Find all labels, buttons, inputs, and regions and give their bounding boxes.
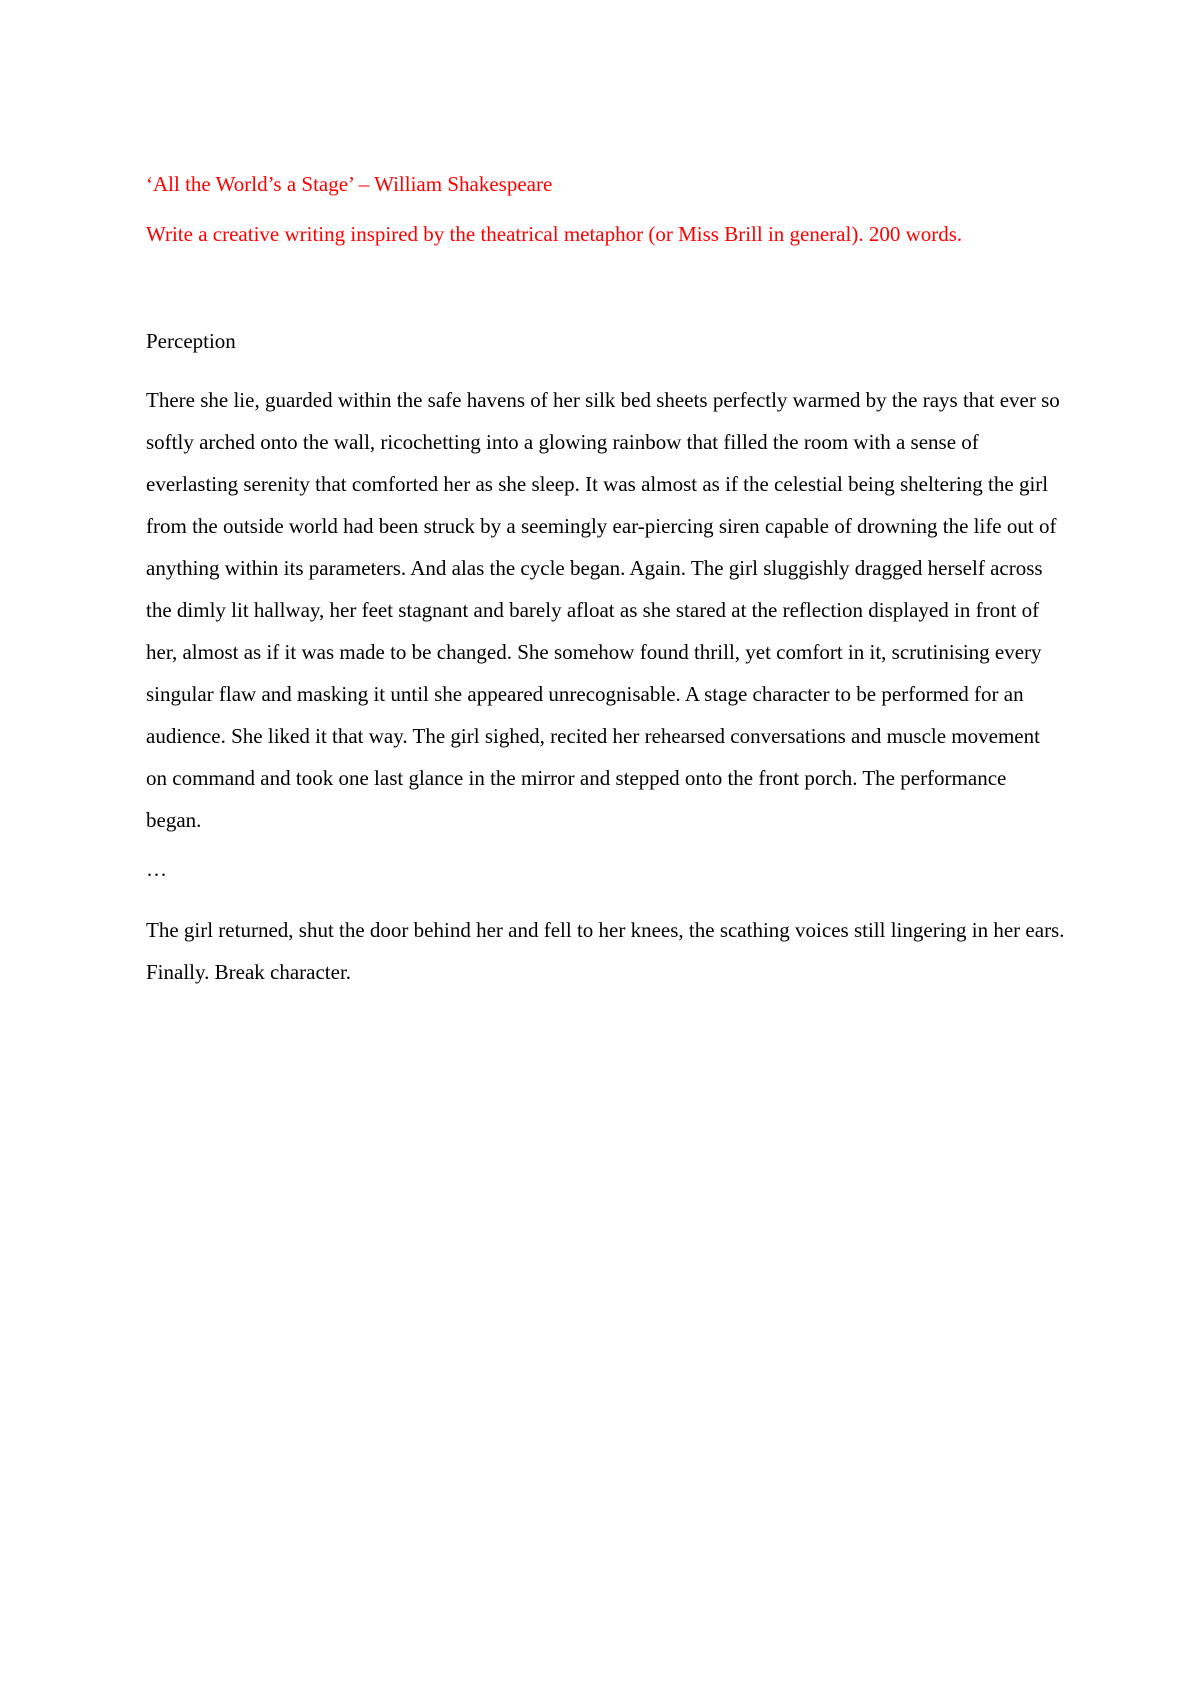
story-body-paragraph: There she lie, guarded within the safe havens of her silk bed sheets perfectly warmed by the rays that ever so softly arched onto the wall, ricochetting into a glowing rainbow that filled the room with a sense of everlasting serenity that comforted her as she sleep. It was almost as if the celestial being sheltering the girl from the outside world had been struck by a seemingly ear-piercing siren capable of drowning the life out of anything within its parameters. And alas the cycle began. Again. The girl sluggishly dragged herself across the dimly lit hallway, her feet stagnant and barely afloat as she stared at the reflection displayed in front of her, almost as if it was made to be changed. She somehow found thrill, yet comfort in it, scrutinising every singular flaw and masking it until she appeared unrecognisable. A stage character to be performed for an audience. She liked it that way. The girl sighed, recited her rehearsed conversations and muscle movement on command and took one last glance in the mirror and stepped onto the front porch. The performance began. <box>146 388 1060 832</box>
document-content <box>146 170 1066 993</box>
prompt-instruction: Write a creative writing inspired by the theatrical metaphor (or Miss Brill in general). 200 words. <box>146 222 963 246</box>
prompt-heading: ‘All the World’s a Stage’ – William Shakespeare <box>146 172 553 196</box>
section-separator: … <box>146 857 167 881</box>
story-title: Perception <box>146 329 236 353</box>
story-closing-paragraph: The girl returned, shut the door behind her and fell to her knees, the scathing voices still lingering in her ears. Finally. Break character. <box>146 918 1065 984</box>
